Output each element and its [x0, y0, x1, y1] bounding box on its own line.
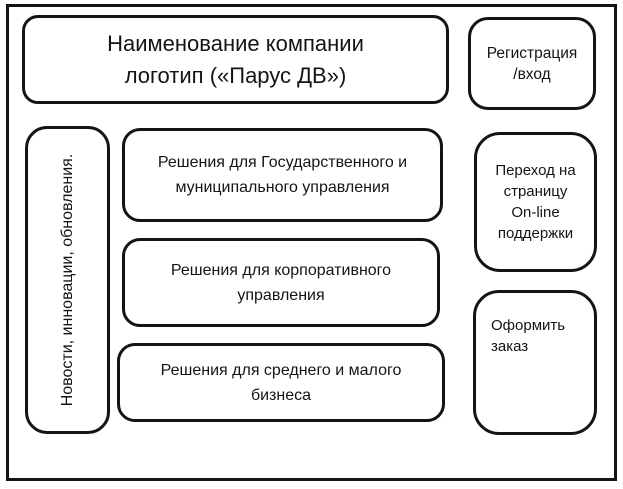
solution-government-line: Решения для Государственного и	[157, 154, 408, 171]
solution-government-line: муниципального управления	[175, 179, 390, 196]
place-order-box	[473, 290, 597, 435]
solution-small-business-line: Решения для среднего и малого	[160, 361, 402, 379]
solution-government-box	[122, 128, 443, 222]
solution-small-business-line: бизнеса	[250, 386, 312, 404]
solution-small-business-box	[117, 343, 445, 422]
company-name-logo-box	[22, 15, 449, 104]
online-support-line: поддержки	[497, 225, 574, 242]
company-logo-line: логотип («Парус ДВ»)	[124, 62, 347, 88]
solution-corporate-box	[122, 238, 440, 327]
online-support-line: страницу	[503, 183, 568, 200]
news-sidebar	[25, 126, 110, 434]
place-order-line: заказ	[491, 338, 529, 355]
registration-login-box	[468, 17, 596, 110]
company-name-line: Наименование компании	[107, 30, 364, 56]
online-support-line: On-line	[511, 204, 560, 221]
online-support-line: Переход на	[495, 162, 576, 179]
solution-corporate-line: Решения для корпоративного	[170, 261, 392, 279]
registration-label: Регистрация	[486, 44, 578, 62]
solution-corporate-line: управления	[237, 286, 325, 304]
news-sidebar-label: Новости, инновации, обновления.	[58, 153, 76, 407]
place-order-line: Оформить	[491, 317, 566, 334]
online-support-box	[474, 132, 597, 272]
login-label: /вход	[513, 65, 551, 83]
